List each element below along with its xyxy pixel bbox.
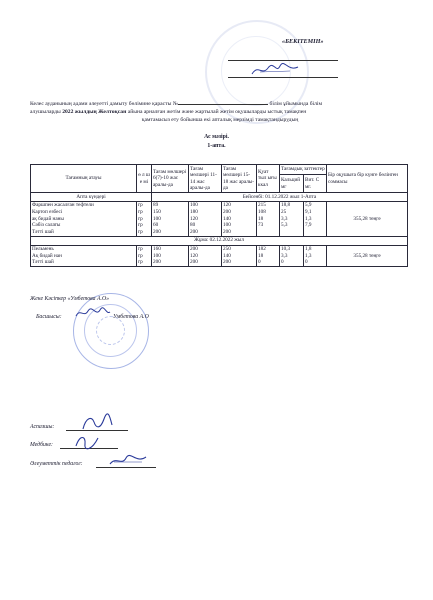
kcal-value: 215 bbox=[258, 202, 266, 209]
age1-value: 200 bbox=[153, 228, 161, 235]
dish-name: Ақ бидай нан bbox=[32, 252, 62, 259]
header-cost: Бір оқушыға бір күнге бөлінген соммасы bbox=[327, 165, 408, 193]
dish-name: Сәбіз салаты bbox=[32, 222, 61, 229]
approval-line-2 bbox=[228, 77, 338, 78]
kcal-value: 18 bbox=[258, 252, 264, 259]
kcal-value: 0 bbox=[258, 259, 261, 266]
age3-value: 100 bbox=[223, 222, 231, 229]
nurse-signature bbox=[72, 432, 102, 452]
unit-value: гр bbox=[138, 209, 143, 216]
header-vitc: Вит. С мг. bbox=[304, 175, 327, 193]
vitc-value: 1,3 bbox=[305, 252, 312, 259]
age2-value: 120 bbox=[190, 252, 198, 259]
age3-value: 250 bbox=[223, 246, 231, 253]
day-label: Жұма: 02.12.2022 жыл bbox=[31, 236, 408, 245]
age1-value: 200 bbox=[153, 259, 161, 266]
age1-value: 150 bbox=[153, 209, 161, 216]
calcium-value: 3,3 bbox=[281, 215, 288, 222]
header-unit: ө л ш е мі bbox=[137, 165, 152, 193]
social-teacher-signature bbox=[108, 452, 148, 470]
table-row bbox=[31, 245, 408, 267]
header-nutrients: Тағамдық заттектер bbox=[280, 165, 327, 175]
age3-value: 120 bbox=[223, 202, 231, 209]
vitc-value: 1,3 bbox=[305, 215, 312, 222]
footer-cook: Аспазшы: bbox=[30, 424, 55, 430]
calcium-value: 18,8 bbox=[281, 202, 291, 209]
header-age2: Тағам мөлшері 11-14 жас аралы-да bbox=[189, 165, 222, 193]
header-energy: Қуат тыл ығы ккал bbox=[257, 165, 280, 193]
intro-part2: білім ұйымында білім bbox=[269, 101, 323, 107]
header-dish: Тағамның атауы bbox=[31, 165, 137, 193]
school-number-blank bbox=[178, 99, 268, 105]
age2-value: 200 bbox=[190, 259, 198, 266]
header-age3: Тағам мөлшері 15-18 жас аралы-да bbox=[222, 165, 257, 193]
calcium-value: 0 bbox=[281, 259, 284, 266]
age3-value: 140 bbox=[223, 252, 231, 259]
unit-value: гр bbox=[138, 222, 143, 229]
menu-title: Ас мәзірі. bbox=[204, 134, 229, 140]
vitc-value: 7,9 bbox=[305, 222, 312, 229]
calcium-value: 5,3 bbox=[281, 222, 288, 229]
week-label: 1-апта. bbox=[207, 143, 226, 149]
unit-value: гр bbox=[138, 228, 143, 235]
dish-name: Тәтті шай bbox=[32, 259, 54, 266]
age1-value: 100 bbox=[153, 252, 161, 259]
unit-value: гр bbox=[138, 252, 143, 259]
calcium-value: 25 bbox=[281, 209, 287, 216]
official-stamp bbox=[73, 293, 149, 369]
age2-value: 100 bbox=[190, 202, 198, 209]
footer-nurse: Медбике: bbox=[30, 442, 53, 448]
cost-value: 355,28 теңге bbox=[327, 245, 408, 267]
dish-name: ақ бидай наны bbox=[32, 215, 64, 222]
footer-head-name: Умбетова А.О bbox=[113, 314, 149, 320]
unit-value: гр bbox=[138, 259, 143, 266]
unit-value: гр bbox=[138, 202, 143, 209]
vitc-value: 5,9 bbox=[305, 202, 312, 209]
dish-name: Фаршпен жасалған тефтели bbox=[32, 202, 94, 209]
intro-year: 2022 жылдың Желтоқсан bbox=[62, 109, 127, 116]
kcal-value: 108 bbox=[258, 209, 266, 216]
age2-value: 200 bbox=[190, 246, 198, 253]
calcium-value: 3,3 bbox=[281, 252, 288, 259]
intro-part1: Келес ауданының адами әлеуетті дамыту бөлімине қарасты № bbox=[30, 101, 179, 107]
footer-social-teacher: Әлеуметтік педагог: bbox=[30, 461, 83, 467]
menu-table bbox=[30, 164, 408, 267]
unit-value: гр bbox=[138, 215, 143, 222]
day-label: Бейсенбі: 01.12.2022 жыл 1-Апта bbox=[152, 193, 408, 202]
kcal-value: 73 bbox=[258, 222, 264, 229]
intro-paragraph bbox=[30, 99, 410, 125]
kcal-value: 182 bbox=[258, 246, 266, 253]
dish-name: Тәтті шай bbox=[32, 228, 54, 235]
dish-name: Картоп езбесі bbox=[32, 209, 63, 216]
kcal-value: 18 bbox=[258, 215, 264, 222]
header-age1: Тағам мөлшері 6(7)-10 жас аралы-да bbox=[152, 165, 189, 193]
age1-value: 60 bbox=[153, 222, 159, 229]
intro-part3: алушыларды bbox=[30, 109, 61, 116]
intro-part4: айына арналған жетім және жартылай жетім оқушыларды ыстық тамақпен bbox=[127, 109, 307, 116]
unit-value: гр bbox=[138, 246, 143, 253]
age2-value: 120 bbox=[190, 215, 198, 222]
vitc-value: 1,8 bbox=[305, 246, 312, 253]
header-calcium: Кальций мг bbox=[280, 175, 304, 193]
age1-value: 100 bbox=[153, 215, 161, 222]
approval-line bbox=[228, 60, 338, 61]
age2-value: 180 bbox=[190, 209, 198, 216]
footer-head-label: Басшысы: bbox=[36, 314, 62, 320]
age3-value: 200 bbox=[223, 228, 231, 235]
cook-signature bbox=[80, 413, 114, 433]
vitc-value: 9,1 bbox=[305, 209, 312, 216]
table-row bbox=[31, 201, 408, 236]
calcium-value: 10,3 bbox=[281, 246, 291, 253]
age1-value: 160 bbox=[153, 246, 161, 253]
cost-value: 355,28 теңге bbox=[327, 201, 408, 236]
footer-entrepreneur: Жеке Кәсіпкер «Умбетова А.О» bbox=[30, 296, 110, 302]
age2-value: 200 bbox=[190, 228, 198, 235]
head-signature bbox=[74, 306, 112, 320]
age3-value: 200 bbox=[223, 259, 231, 266]
intro-part5: қамтамасыз ету бойынша екі апталық мерзімді тамақтандырудың bbox=[141, 117, 299, 124]
dish-name: Пельмень bbox=[32, 246, 54, 253]
approval-signature bbox=[250, 62, 300, 78]
week-days-label: Апта күндері bbox=[31, 193, 152, 202]
age3-value: 200 bbox=[223, 209, 231, 216]
vitc-value: 0 bbox=[305, 259, 308, 266]
age2-value: 80 bbox=[190, 222, 196, 229]
age3-value: 140 bbox=[223, 215, 231, 222]
approval-title: «БЕКІТЕМІН» bbox=[282, 38, 324, 45]
age1-value: 89 bbox=[153, 202, 159, 209]
